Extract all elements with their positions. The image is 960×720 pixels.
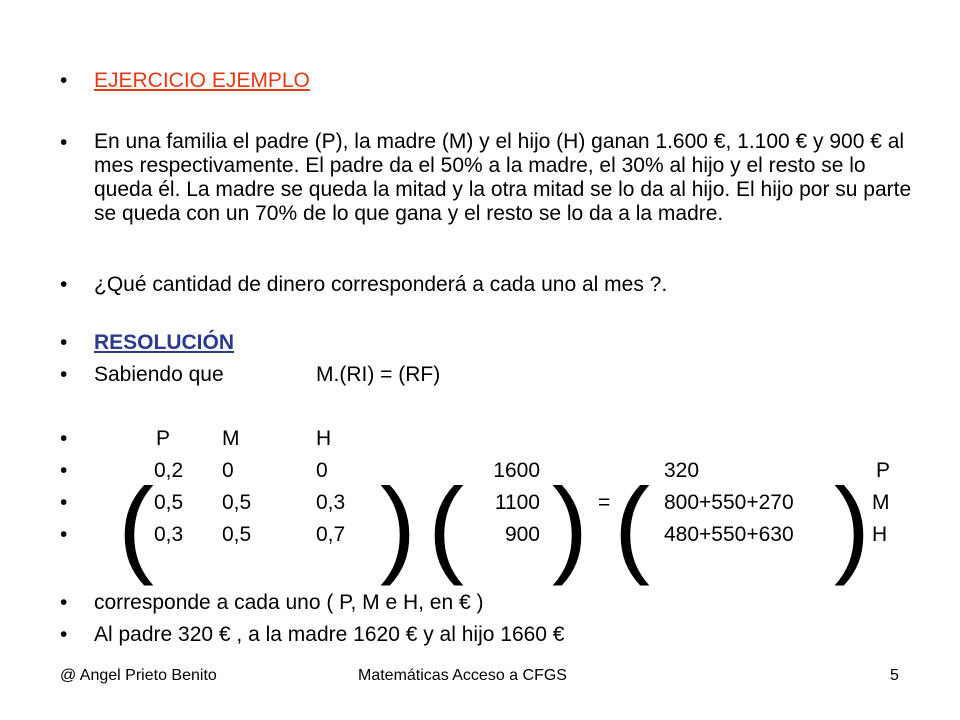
- answer-text: Al padre 320 € , a la madre 1620 € y al hijo 1660 €: [94, 623, 565, 646]
- vector-final-cell: 320: [664, 459, 700, 482]
- bullet-icon: •: [60, 69, 68, 92]
- vector-final-cell: 800+550+270: [664, 491, 794, 514]
- bullet-icon: •: [60, 331, 68, 354]
- resolution-title: RESOLUCIÓN: [94, 331, 235, 354]
- matrix-left-paren: (: [118, 465, 154, 586]
- bullet-icon: •: [60, 523, 68, 546]
- bullet-icon: •: [60, 273, 68, 296]
- vector-final-left-paren: (: [614, 465, 650, 586]
- row-label: H: [872, 523, 888, 546]
- matrix-right-paren: ): [380, 465, 416, 586]
- bullet-icon: •: [60, 363, 68, 386]
- corresponds-text: corresponde a cada uno ( P, M e H, en € ): [94, 591, 484, 614]
- matrix-cell: 0: [222, 459, 234, 482]
- matrix-cell: 0,5: [222, 491, 252, 514]
- matrix-cell: 0,7: [316, 523, 346, 546]
- vector-initial-right-paren: ): [552, 465, 588, 586]
- vector-initial-left-paren: (: [428, 465, 464, 586]
- bullet-icon: •: [60, 623, 68, 646]
- matrix-cell: 0,3: [316, 491, 346, 514]
- matrix-cell: 0,2: [154, 459, 184, 482]
- bullet-icon: •: [60, 427, 68, 450]
- matrix-header-m: M: [222, 427, 240, 450]
- matrix-cell: 0: [316, 459, 328, 482]
- matrix-cell: 0,3: [154, 523, 184, 546]
- bullet-icon: •: [60, 459, 68, 482]
- question-text: ¿Qué cantidad de dinero corresponderá a cada uno al mes ?.: [94, 273, 668, 296]
- vector-initial-cell: 1100: [494, 491, 540, 514]
- exercise-title: EJERCICIO EJEMPLO: [94, 69, 310, 92]
- matrix-cell: 0,5: [222, 523, 252, 546]
- bullet-icon: •: [60, 491, 68, 514]
- vector-final-cell: 480+550+630: [664, 523, 794, 546]
- matrix-header-h: H: [316, 427, 332, 450]
- vector-final-right-paren: ): [834, 465, 870, 586]
- equals-sign: =: [598, 491, 611, 514]
- bullet-icon: •: [60, 131, 68, 154]
- row-label: M: [872, 491, 890, 514]
- matrix-cell: 0,5: [154, 491, 184, 514]
- equation: M.(RI) = (RF): [316, 363, 441, 386]
- vector-initial-cell: 900: [504, 523, 540, 546]
- footer-page-number: 5: [890, 667, 899, 684]
- footer-course: Matemáticas Acceso a CFGS: [358, 667, 567, 684]
- knowing-label: Sabiendo que: [94, 363, 224, 386]
- matrix-header-p: P: [156, 427, 171, 450]
- footer-author: @ Angel Prieto Benito: [60, 667, 217, 684]
- bullet-icon: •: [60, 591, 68, 614]
- row-label: P: [876, 459, 891, 482]
- vector-initial-cell: 1600: [493, 459, 540, 482]
- problem-text: En una familia el padre (P), la madre (M) y el hijo (H) ganan 1.600 €, 1.100 € y 900 € al mes respectivamente. El padre da el 50% a la madre, el 30% al hijo y el resto se lo queda él. La madre se queda la mitad y la otra mitad se lo da al hijo. El hijo por su parte se queda con un 70% de lo que gana y el resto se lo da a la madre.: [94, 130, 912, 225]
